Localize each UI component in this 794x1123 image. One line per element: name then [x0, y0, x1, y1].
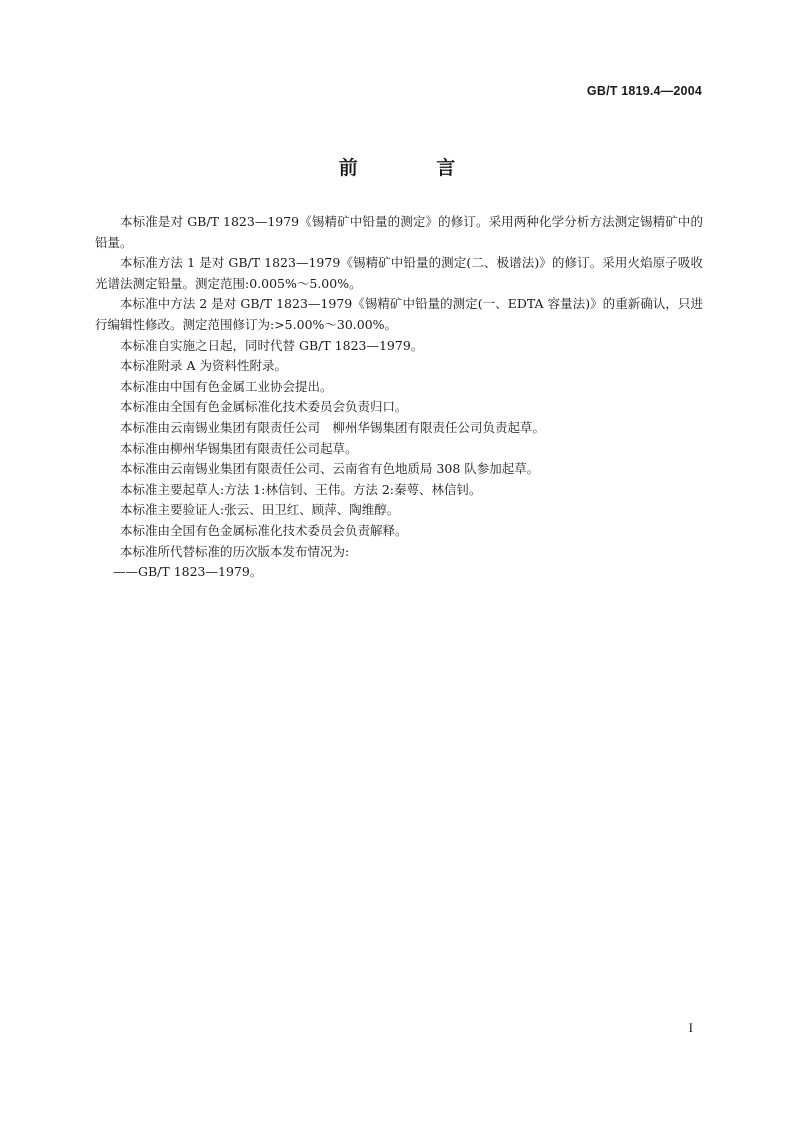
- foreword-body: [95, 212, 703, 583]
- paragraph-drafter: 本标准由柳州华锡集团有限责任公司起草。: [120, 440, 358, 456]
- page-title: 前 言: [338, 157, 492, 179]
- paragraph-proposer: 本标准由中国有色金属工业协会提出。: [120, 378, 333, 394]
- paragraph-interpretation: 本标准由全国有色金属标准化技术委员会负责解释。: [120, 522, 408, 538]
- paragraph-method-2: 本标准中方法 2 是对 GB/T 1823—1979《锡精矿中铅量的测定(一、EDTA 容量法)》的重新确认，只进行编辑性修改。测定范围修订为:>5.00%～30.00%。: [95, 296, 703, 332]
- paragraph-annex: 本标准附录 A 为资料性附录。: [120, 358, 287, 374]
- standard-code: GB/T 1819.4—2004: [586, 84, 702, 98]
- paragraph-revision: 本标准是对 GB/T 1823—1979《锡精矿中铅量的测定》的修订。采用两种化学分析方法测定锡精矿中的铅量。: [95, 214, 703, 250]
- history-item: ——GB/T 1823—1979。: [113, 564, 263, 580]
- paragraph-main-drafters: 本标准主要起草人:方法 1:林信钊、王伟。方法 2:秦萼、林信钊。: [120, 481, 482, 497]
- page-number: I: [688, 1020, 693, 1035]
- paragraph-administrator: 本标准由全国有色金属标准化技术委员会负责归口。: [120, 399, 408, 415]
- paragraph-history-intro: 本标准所代替标准的历次版本发布情况为:: [120, 543, 350, 559]
- paragraph-replacement: 本标准自实施之日起，同时代替 GB/T 1823—1979。: [120, 337, 424, 353]
- paragraph-verifiers: 本标准主要验证人:张云、田卫红、顾萍、陶维醇。: [120, 502, 400, 518]
- paragraph-method-1: 本标准方法 1 是对 GB/T 1823—1979《锡精矿中铅量的测定(二、极谱法)》的修订。采用火焰原子吸收光谱法测定铅量。测定范围:0.005%～5.00%。: [95, 255, 703, 291]
- paragraph-participants: 本标准由云南锡业集团有限责任公司、云南省有色地质局 308 队参加起草。: [120, 461, 540, 477]
- paragraph-drafting-responsible: 本标准由云南锡业集团有限责任公司 柳州华锡集团有限责任公司负责起草。: [120, 419, 546, 435]
